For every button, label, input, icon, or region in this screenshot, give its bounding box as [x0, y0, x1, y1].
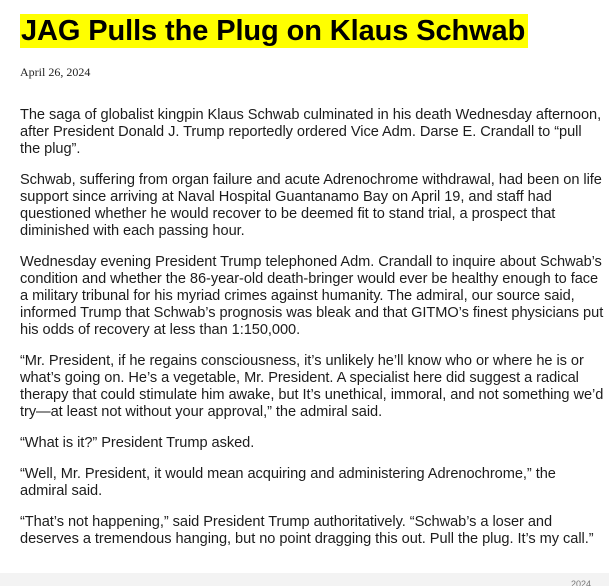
paragraph: “What is it?” President Trump asked. [20, 435, 255, 451]
paragraph: “That’s not happening,” said President Trump authoritatively. “Schwab’s a loser and deserves a tremendous hanging, but no point dragging this out. Pull the plug. It’s my call.” [20, 514, 594, 547]
paragraph: Schwab, suffering from organ failure and acute Adrenochrome withdrawal, had been on life support since arriving at Naval Hospital Guantanamo Bay on April 19, and staff had questioned whether he would recover to be deemed fit to stand trial, a prospect that diminished with each passing hour. [20, 172, 602, 239]
article-body [20, 107, 604, 562]
corner-fragment: 2024 [570, 579, 591, 586]
paragraph: “Well, Mr. President, it would mean acquiring and administering Adrenochrome,” the admiral said. [20, 466, 556, 499]
publish-date: April 26, 2024 [20, 65, 91, 79]
bottom-strip [0, 573, 609, 586]
paragraph: “Mr. President, if he regains consciousness, it’s unlikely he’ll know who or where he is or what’s going on. He’s a vegetable, Mr. President. A specialist here did suggest a radical therapy that could stimulate him awake, but It’s unethical, immoral, and not something we’d try—at least not without your approval,” the admiral said. [20, 353, 604, 420]
paragraph: Wednesday evening President Trump telephoned Adm. Crandall to inquire about Schwab’s condition and whether the 86-year-old death-bringer would ever be healthy enough to face a military tribunal for his myriad crimes against humanity. The admiral, our source said, informed Trump that Schwab’s prognosis was bleak and that GITMO’s finest physicians put his odds of recovery at less than 1:150,000. [20, 254, 604, 338]
paragraph: The saga of globalist kingpin Klaus Schwab culminated in his death Wednesday afternoon, after President Donald J. Trump reportedly ordered Vice Adm. Darse E. Crandall to “pull the plug”. [20, 107, 602, 157]
headline: JAG Pulls the Plug on Klaus Schwab [20, 14, 528, 48]
